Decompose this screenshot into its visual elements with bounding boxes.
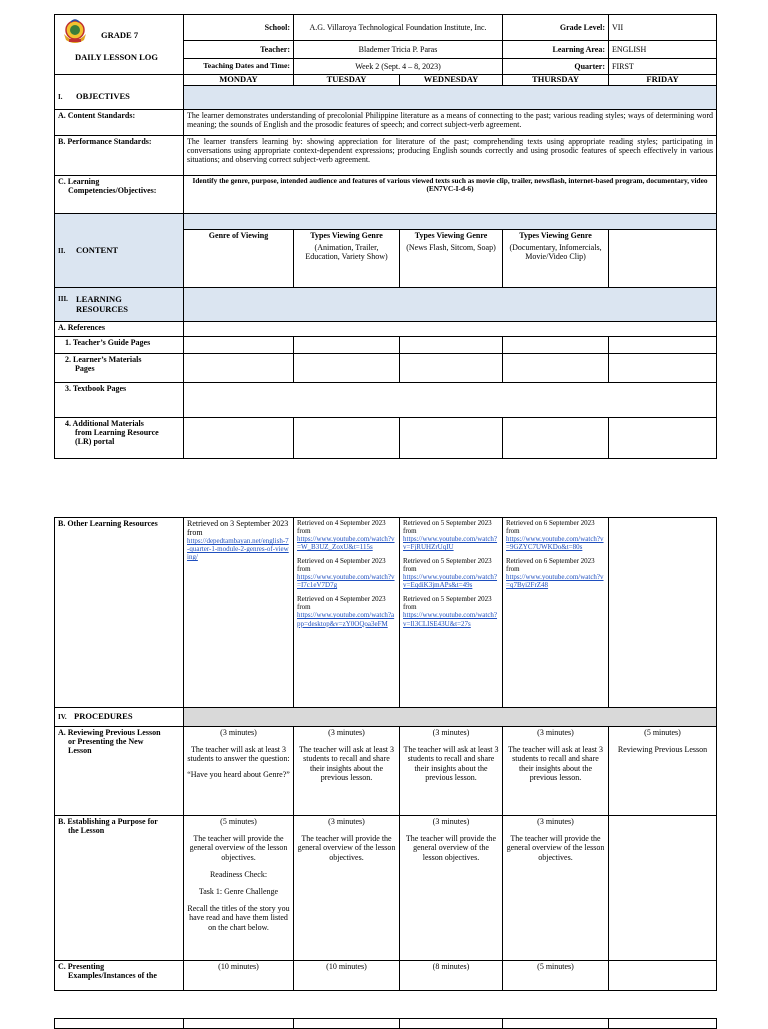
review-wednesday — [400, 727, 503, 816]
purpose-monday — [184, 816, 294, 961]
competencies-text — [184, 176, 717, 214]
purpose-label-line-1: B. Establishing a Purpose for — [58, 817, 158, 826]
review-label-line-3: Lesson — [68, 746, 92, 756]
tuesday-retrieved-3: Retrieved on 4 September 2023 from — [297, 595, 386, 612]
monday-link[interactable]: https://depedtambayan.net/english-7-quarter-1-module-2-genres-of-viewing/ — [187, 537, 289, 562]
presenting-label-line-2: Examples/Instances of the — [68, 971, 157, 981]
content-thursday-title: Types Viewing Genre — [519, 231, 592, 240]
presenting-thursday-time: (5 minutes) — [503, 961, 609, 991]
procedures-heading — [55, 708, 184, 727]
teachers-guide-mon — [184, 337, 294, 354]
resources-heading — [55, 288, 184, 322]
purpose-monday-time: (5 minutes) — [220, 817, 257, 826]
other-resources-friday — [609, 518, 717, 708]
purpose-friday — [609, 816, 717, 961]
resources-title-2: RESOURCES — [76, 303, 128, 314]
day-header-friday: FRIDAY — [609, 75, 717, 86]
tuesday-link-3[interactable]: https://www.youtube.com/watch?app=desktop&v=zY0OQoa3eFM — [297, 611, 395, 628]
school-seal-icon — [61, 18, 89, 46]
wednesday-link-1[interactable]: https://www.youtube.com/watch?v=FjRUHZrUqIU — [403, 535, 498, 552]
grade-title: GRADE 7 — [101, 30, 139, 40]
learners-materials-mon — [184, 354, 294, 383]
teacher-value: Blademer Tricia P. Paras — [294, 41, 503, 59]
monday-retrieved: Retrieved on 3 September 2023 from — [187, 519, 289, 538]
content-num: II. — [58, 246, 66, 255]
references-label: A. References — [55, 322, 184, 337]
content-tuesday-sub: (Animation, Trailer, Education, Variety Show) — [305, 243, 388, 262]
learners-materials-thu — [503, 354, 609, 383]
header-title-cell — [55, 15, 184, 75]
additional-fri — [609, 418, 717, 459]
objectives-shade — [184, 86, 717, 110]
other-resources-monday — [184, 518, 294, 708]
learners-materials-line-1: 2. Learner’s Materials — [65, 355, 142, 364]
review-friday — [609, 727, 717, 816]
textbook-label: 3. Textbook Pages — [55, 383, 184, 418]
day-header-wednesday: WEDNESDAY — [400, 75, 503, 86]
purpose-tuesday — [294, 816, 400, 961]
purpose-label — [55, 816, 184, 961]
teachers-guide-tue — [294, 337, 400, 354]
wednesday-link-3[interactable]: https://www.youtube.com/watch?v=Il3CLISE43U&t=27s — [403, 611, 498, 628]
day-header-row — [55, 75, 717, 86]
content-wednesday — [400, 230, 503, 288]
learners-materials-line-2: Pages — [75, 364, 95, 374]
other-resources-thursday — [503, 518, 609, 708]
day-header-blank — [55, 75, 184, 86]
dates-label: Teaching Dates and Time: — [184, 59, 294, 75]
review-label — [55, 727, 184, 816]
objectives-heading — [55, 86, 184, 110]
teacher-label: Teacher: — [184, 41, 294, 59]
teachers-guide-wed — [400, 337, 503, 354]
tuesday-link-1[interactable]: https://www.youtube.com/watch?v=W_B3UZ_ZoxU&t=115s — [297, 535, 395, 552]
thursday-retrieved-1: Retrieved on 6 September 2023 from — [506, 519, 595, 536]
content-wednesday-title: Types Viewing Genre — [414, 231, 488, 240]
purpose-monday-text: The teacher will provide the general overview of the lesson objectives. — [189, 834, 288, 862]
review-wednesday-time: (3 minutes) — [432, 728, 470, 737]
lesson-log-table-page-2 — [54, 517, 717, 991]
presenting-tuesday-time: (10 minutes) — [294, 961, 400, 991]
learning-area-value: ENGLISH — [609, 41, 717, 59]
resources-shade — [184, 288, 717, 322]
thursday-link-2[interactable]: https://www.youtube.com/watch?v=q7Byi2FrZ48 — [506, 573, 604, 590]
review-tuesday — [294, 727, 400, 816]
learners-materials-wed — [400, 354, 503, 383]
purpose-tuesday-text: The teacher will provide the general overview of the lesson objectives. — [297, 834, 396, 862]
review-tuesday-time: (3 minutes) — [328, 728, 365, 737]
procedures-title: PROCEDURES — [74, 711, 133, 722]
competencies-body: Identify the genre, purpose, intended audience and features of various viewed texts such as movie clip, trailer, newsflash, internet-based program, documentary, video — [192, 176, 708, 185]
review-friday-time: (5 minutes) — [644, 728, 681, 737]
performance-standards-text: The learner transfers learning by: showing appreciation for literature of the past; comprehending texts using appropriate reading styles; participating in conversations using appropriate context-dependent expressions; producing English sounds correctly and using prosodic features of speech effectively in various situations; and observing correct subject-verb agreement. — [184, 136, 717, 176]
presenting-wednesday-time: (8 minutes) — [400, 961, 503, 991]
content-friday — [609, 230, 717, 288]
content-shade — [184, 214, 717, 230]
content-standards-text: The learner demonstrates understanding of precolonial Philippine literature as a means of connecting to the past; various reading styles; ways of determining word meaning; the sounds of English and the prosodic features of speech; and correct subject-verb agreement. — [184, 110, 717, 136]
content-standards-label: A. Content Standards: — [55, 110, 184, 136]
content-tuesday-title: Types Viewing Genre — [310, 231, 383, 240]
additional-materials-label — [55, 418, 184, 459]
content-title: CONTENT — [76, 244, 119, 255]
tuesday-link-2[interactable]: https://www.youtube.com/watch?v=I7c1eV7D7g — [297, 573, 395, 590]
additional-thu — [503, 418, 609, 459]
purpose-thursday-time: (3 minutes) — [537, 817, 574, 826]
other-resources-wednesday — [400, 518, 503, 708]
purpose-monday-recall: Recall the titles of the story you have read and have them listed on the chart below. — [187, 904, 290, 932]
day-header-tuesday: TUESDAY — [294, 75, 400, 86]
content-monday — [184, 230, 294, 288]
quarter-label: Quarter: — [503, 59, 609, 75]
thursday-link-1[interactable]: https://www.youtube.com/watch?v=9GZYC7UWKDo&t=80s — [506, 535, 604, 552]
tuesday-retrieved-2: Retrieved on 4 September 2023 from — [297, 557, 386, 574]
purpose-thursday-text: The teacher will provide the general overview of the lesson objectives. — [506, 834, 605, 862]
purpose-monday-task: Task 1: Genre Challenge — [198, 886, 279, 896]
teachers-guide-thu — [503, 337, 609, 354]
presenting-friday — [609, 961, 717, 991]
content-thursday — [503, 230, 609, 288]
learners-materials-tue — [294, 354, 400, 383]
purpose-wednesday-text: The teacher will provide the general overview of the lesson objectives. — [405, 834, 497, 862]
review-label-line-2: or Presenting the New — [68, 737, 144, 747]
thursday-retrieved-2: Retrieved on 6 September 2023 from — [506, 557, 595, 574]
other-resources-label: B. Other Learning Resources — [55, 518, 184, 708]
content-tuesday — [294, 230, 400, 288]
wednesday-link-2[interactable]: https://www.youtube.com/watch?v=EqdiK3jmAPs&t=49s — [403, 573, 498, 590]
review-friday-text: Reviewing Previous Lesson — [617, 745, 708, 755]
objectives-title: OBJECTIVES — [76, 91, 130, 102]
other-resources-tuesday — [294, 518, 400, 708]
content-thursday-sub: (Documentary, Infomercials, Movie/Video Clip) — [509, 243, 602, 262]
content-heading — [55, 214, 184, 288]
textbook-value — [184, 383, 717, 418]
log-title: DAILY LESSON LOG — [75, 52, 158, 62]
review-label-line-1: A. Reviewing Previous Lesson — [58, 728, 161, 737]
references-value — [184, 322, 717, 337]
objectives-num: I. — [58, 93, 63, 102]
purpose-label-line-2: the Lesson — [68, 826, 105, 836]
review-monday-text: The teacher will ask at least 3 students to answer the question: — [187, 745, 290, 764]
additional-tue — [294, 418, 400, 459]
review-monday-time: (3 minutes) — [220, 728, 257, 737]
review-tuesday-text: The teacher will ask at least 3 students to recall and share their insights about the previous lesson. — [298, 745, 395, 782]
quarter-value: FIRST — [609, 59, 717, 75]
purpose-monday-readiness: Readiness Check: — [209, 869, 268, 879]
presenting-label — [55, 961, 184, 991]
review-thursday-time: (3 minutes) — [537, 728, 574, 737]
teachers-guide-fri — [609, 337, 717, 354]
presenting-label-line-1: C. Presenting — [58, 962, 105, 971]
wednesday-retrieved-1: Retrieved on 5 September 2023 from — [403, 519, 492, 536]
learning-area-label: Learning Area: — [503, 41, 609, 59]
procedures-shade — [184, 708, 717, 727]
additional-line-2: from Learning Resource — [75, 428, 159, 438]
competencies-label — [55, 176, 184, 214]
competencies-label-line-2: Competencies/Objectives: — [68, 186, 157, 196]
review-thursday-text: The teacher will ask at least 3 students to recall and share their insights about the previous lesson. — [507, 745, 604, 782]
review-monday — [184, 727, 294, 816]
review-thursday — [503, 727, 609, 816]
dates-value: Week 2 (Sept. 4 – 8, 2023) — [294, 59, 503, 75]
resources-num: III. — [58, 294, 68, 303]
day-header-thursday: THURSDAY — [503, 75, 609, 86]
day-header-monday: MONDAY — [184, 75, 294, 86]
content-monday-title: Genre of Viewing — [208, 231, 269, 240]
learners-materials-label — [55, 354, 184, 383]
grade-level-label: Grade Level: — [503, 15, 609, 41]
review-wednesday-text: The teacher will ask at least 3 students to recall and share their insights about the previous lesson. — [403, 745, 499, 782]
additional-mon — [184, 418, 294, 459]
additional-line-1: 4. Additional Materials — [65, 419, 144, 428]
competencies-label-line-1: C. Learning — [58, 177, 100, 186]
content-wednesday-sub: (News Flash, Sitcom, Soap) — [406, 243, 496, 253]
tuesday-retrieved-1: Retrieved on 4 September 2023 from — [297, 519, 386, 536]
school-label: School: — [184, 15, 294, 41]
teachers-guide-label: 1. Teacher’s Guide Pages — [55, 337, 184, 354]
wednesday-retrieved-3: Retrieved on 5 September 2023 from — [403, 595, 492, 612]
additional-line-3: (LR) portal — [75, 437, 115, 447]
review-monday-question: “Have you heard about Genre?” — [187, 769, 290, 779]
performance-standards-label: B. Performance Standards: — [55, 136, 184, 176]
procedures-num: IV. — [58, 713, 67, 722]
purpose-tuesday-time: (3 minutes) — [328, 817, 365, 826]
presenting-monday-time: (10 minutes) — [184, 961, 294, 991]
purpose-wednesday-time: (3 minutes) — [432, 817, 470, 826]
wednesday-retrieved-2: Retrieved on 5 September 2023 from — [403, 557, 492, 574]
grade-level-value: VII — [609, 15, 717, 41]
lesson-log-table-page-1 — [54, 14, 717, 459]
purpose-thursday — [503, 816, 609, 961]
competencies-code: (EN7VC-I-d-6) — [426, 184, 474, 194]
purpose-wednesday — [400, 816, 503, 961]
resources-title-1: LEARNING — [76, 293, 122, 304]
learners-materials-fri — [609, 354, 717, 383]
school-value: A.G. Villaroya Technological Foundation Institute, Inc. — [294, 15, 503, 41]
additional-wed — [400, 418, 503, 459]
